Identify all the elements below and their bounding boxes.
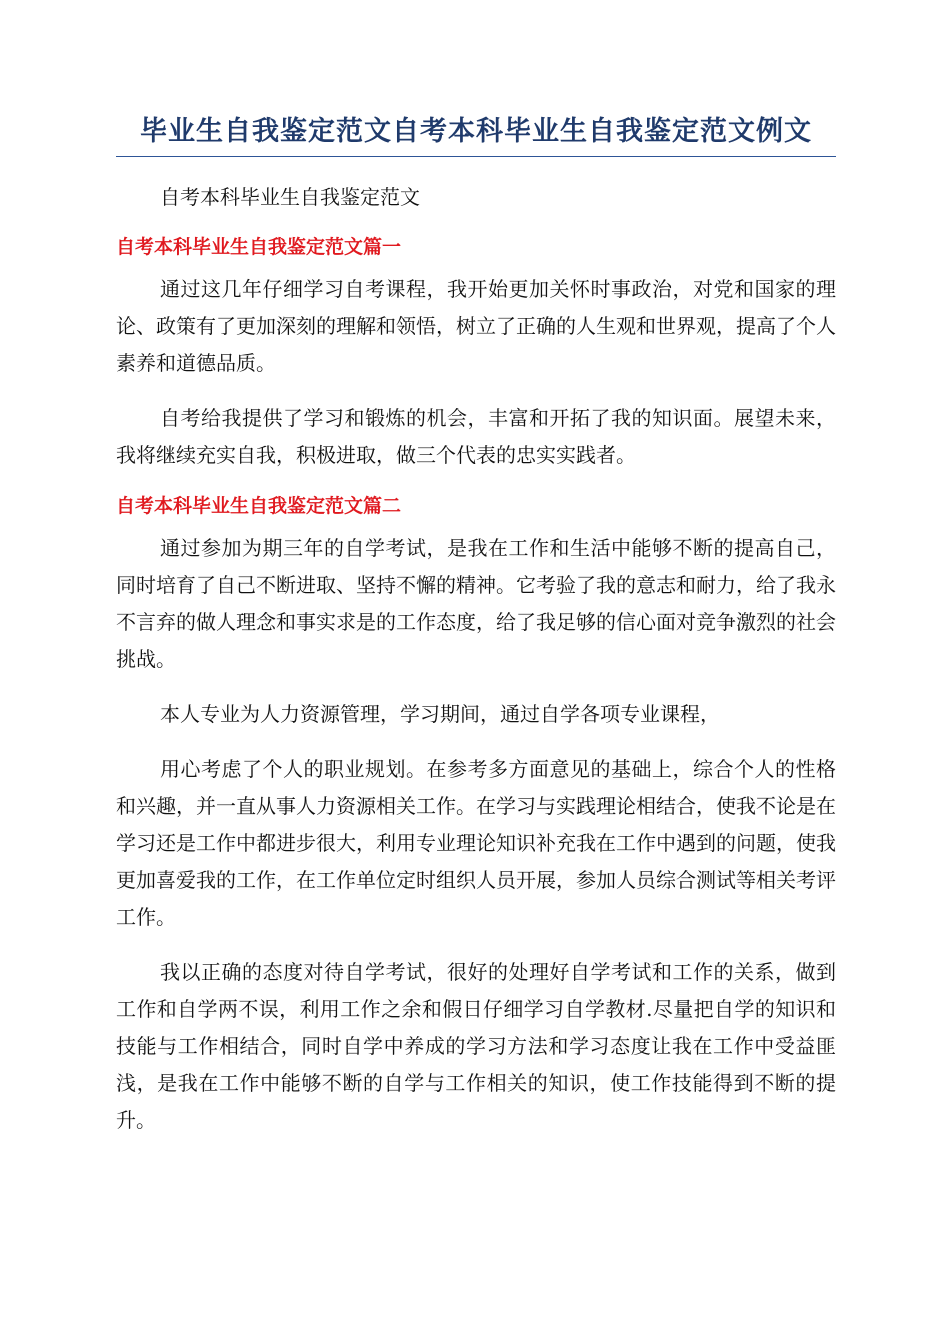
paragraph: 本人专业为人力资源管理，学习期间，通过自学各项专业课程， bbox=[160, 702, 720, 726]
paragraph: 自考给我提供了学习和锻炼的机会，丰富和开拓了我的知识面。展望未来，我将继续充实自我，积极进取，做三个代表的忠实实践者。 bbox=[116, 406, 836, 467]
section-heading-1: 自考本科毕业生自我鉴定范文篇一 bbox=[116, 236, 402, 258]
paragraph: 我以正确的态度对待自学考试，很好的处理好自学考试和工作的关系，做到工作和自学两不误，利用工作之余和假日仔细学习自学教材.尽量把自学的知识和技能与工作相结合，同时自学中养成的学习方法和学习态度让我在工作中受益匪浅，是我在工作中能够不断的自学与工作相关的知识，使工作技能得到不断的提升。 bbox=[116, 960, 836, 1132]
document-page bbox=[116, 112, 836, 1139]
paragraph: 通过参加为期三年的自学考试，是我在工作和生活中能够不断的提高自己，同时培育了自己不断进取、坚持不懈的精神。它考验了我的意志和耐力，给了我永不言弃的做人理念和事实求是的工作态度，给了我足够的信心面对竞争激烈的社会挑战。 bbox=[116, 536, 836, 671]
paragraph: 用心考虑了个人的职业规划。在参考多方面意见的基础上，综合个人的性格和兴趣，并一直从事人力资源相关工作。在学习与实践理论相结合，使我不论是在学习还是工作中都进步很大，利用专业理论知识补充我在工作中遇到的问题，使我更加喜爱我的工作，在工作单位定时组织人员开展，参加人员综合测试等相关考评工作。 bbox=[116, 757, 836, 929]
document-subtitle: 自考本科毕业生自我鉴定范文 bbox=[160, 185, 420, 209]
section-heading-2: 自考本科毕业生自我鉴定范文篇二 bbox=[116, 495, 402, 517]
document-title: 毕业生自我鉴定范文自考本科毕业生自我鉴定范文例文 bbox=[116, 112, 836, 157]
paragraph: 通过这几年仔细学习自考课程，我开始更加关怀时事政治，对党和国家的理论、政策有了更加深刻的理解和领悟，树立了正确的人生观和世界观，提高了个人素养和道德品质。 bbox=[116, 277, 836, 375]
